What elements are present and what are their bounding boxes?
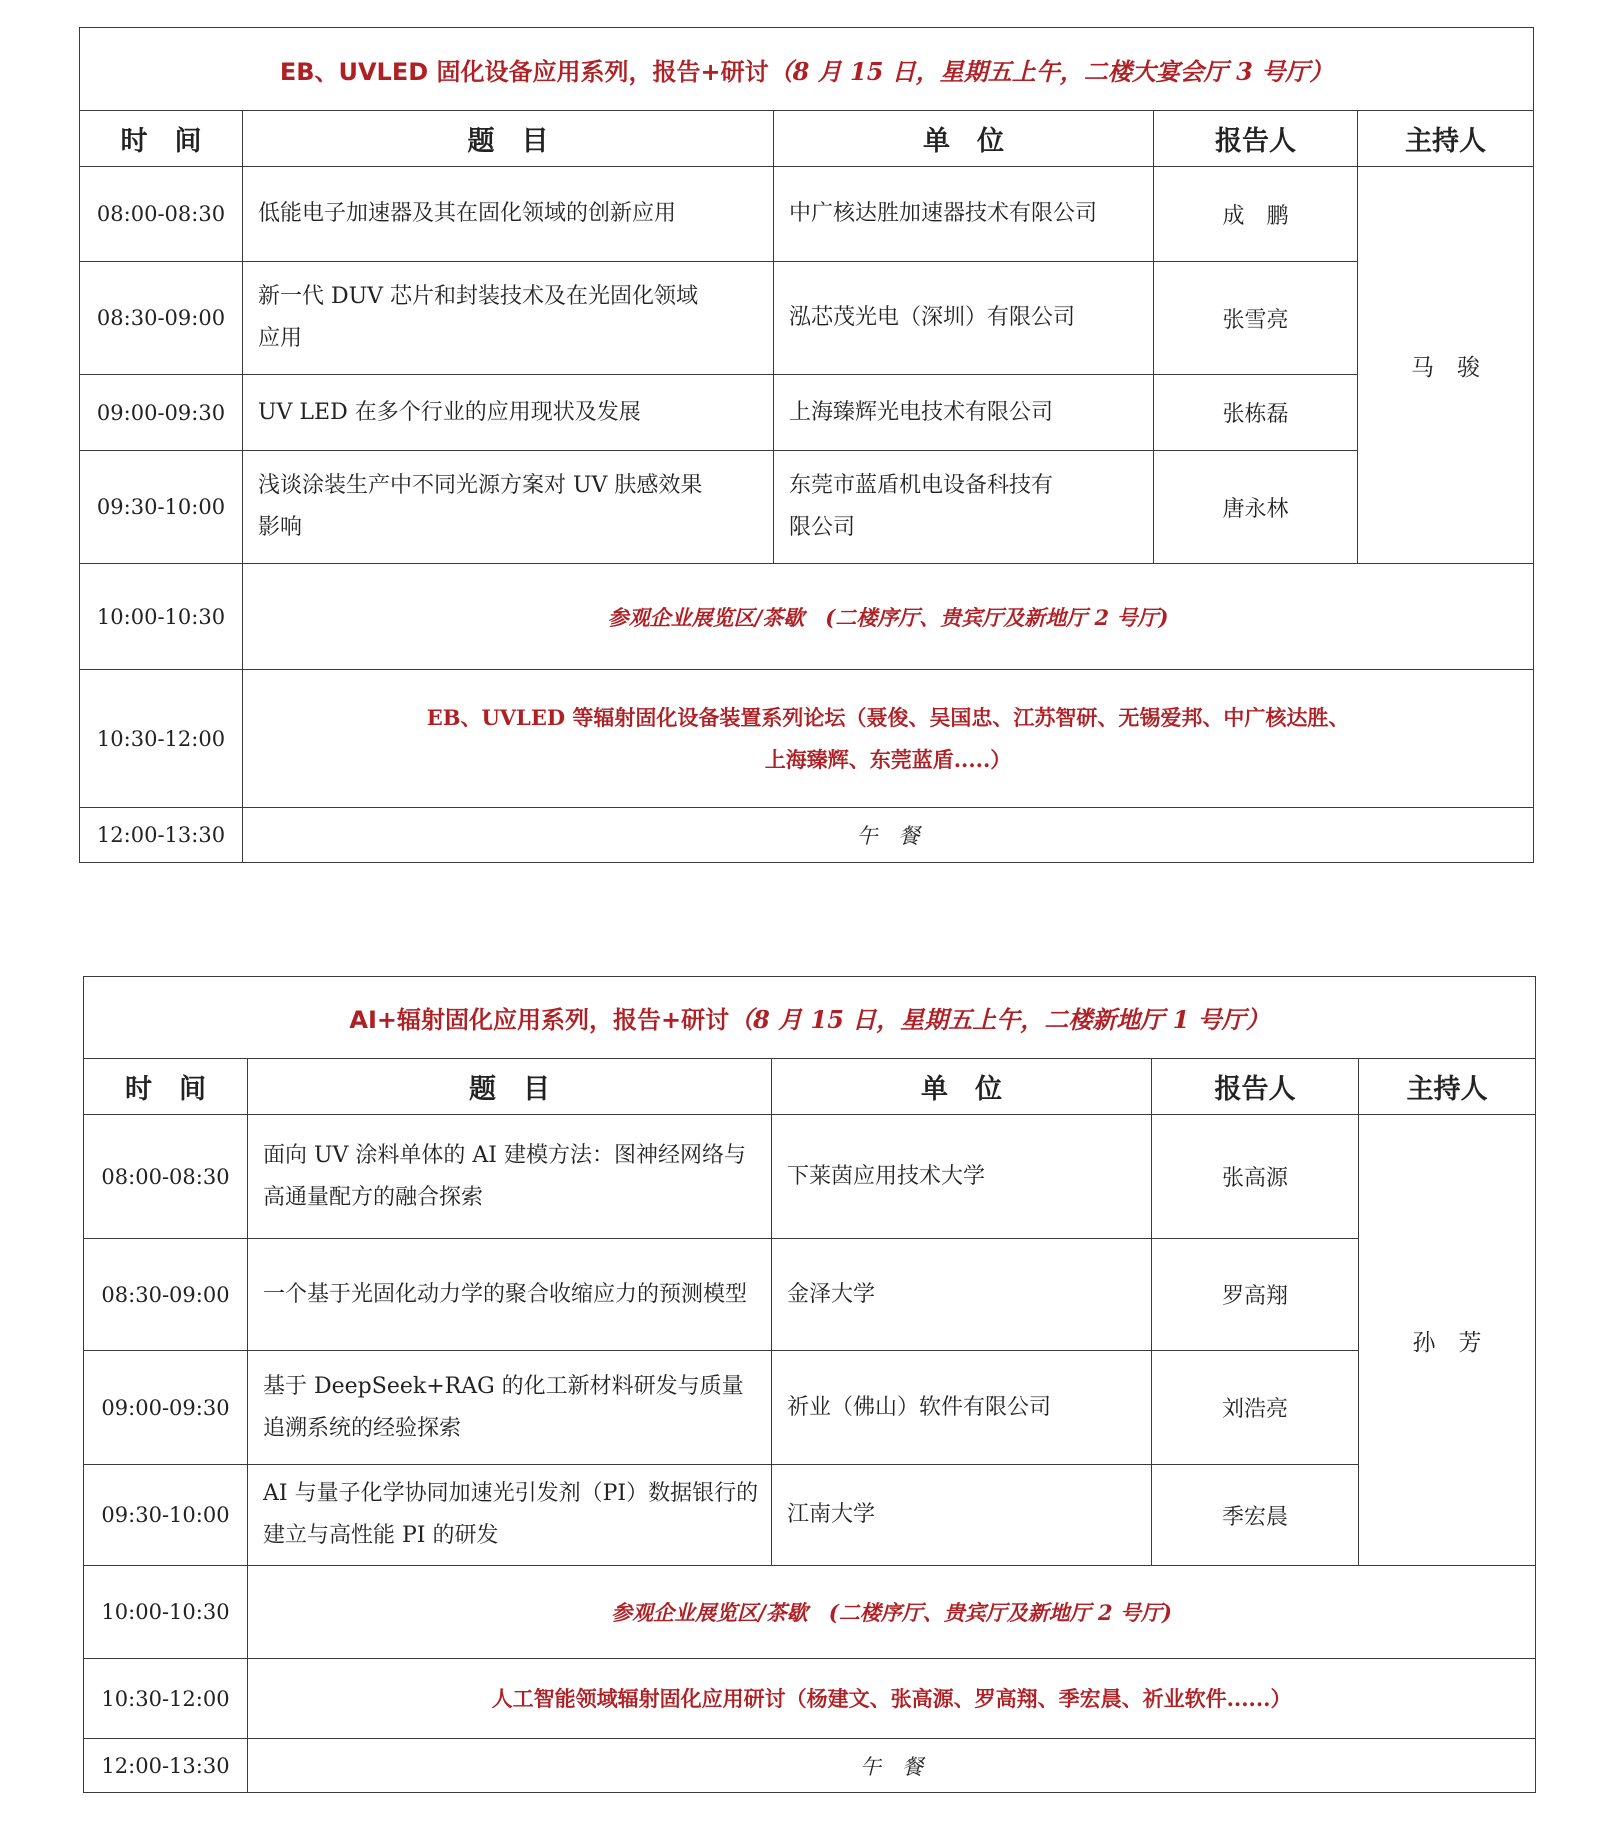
forum-row <box>80 670 1534 808</box>
speaker-cell: 成 鹏 <box>1154 167 1358 262</box>
break-text: 参观企业展览区/茶歇 (二楼序厅、贵宾厅及新地厅 2 号厅) <box>243 564 1534 670</box>
session-title-main: AI+辐射固化应用系列，报告+研讨 <box>349 1006 730 1034</box>
unit-cell: 上海臻辉光电技术有限公司 <box>774 375 1154 451</box>
forum-text-line2: 上海臻辉、东莞蓝盾.....） <box>764 746 1012 772</box>
time-cell: 09:30-10:00 <box>80 451 243 564</box>
topic-cell: 新一代 DUV 芯片和封装技术及在光固化领域应用 <box>243 262 774 375</box>
time-cell: 08:00-08:30 <box>80 167 243 262</box>
header-host: 主持人 <box>1359 1059 1536 1115</box>
unit-cell: 东莞市蓝盾机电设备科技有限公司 <box>774 451 1154 564</box>
forum-text-line1: EB、UVLED 等辐射固化设备装置系列论坛（聂俊、吴国忠、江苏智研、无锡爱邦、中广核达胜、 <box>426 704 1350 730</box>
time-cell: 08:30-09:00 <box>80 262 243 375</box>
session-title-row <box>80 28 1534 111</box>
forum-text: 人工智能领域辐射固化应用研讨（杨建文、张高源、罗高翔、季宏晨、祈业软件......） <box>248 1659 1536 1739</box>
unit-cell: 泓芯茂光电（深圳）有限公司 <box>774 262 1154 375</box>
header-unit: 单 位 <box>772 1059 1152 1115</box>
unit-cell: 下莱茵应用技术大学 <box>772 1115 1152 1239</box>
time-cell: 12:00-13:30 <box>84 1739 248 1793</box>
time-cell: 12:00-13:30 <box>80 808 243 863</box>
table-row <box>80 451 1534 564</box>
time-cell: 08:30-09:00 <box>84 1239 248 1351</box>
header-unit: 单 位 <box>774 111 1154 167</box>
header-time: 时 间 <box>84 1059 248 1115</box>
header-speaker: 报告人 <box>1152 1059 1359 1115</box>
host-cell: 马 骏 <box>1358 167 1534 564</box>
header-row <box>84 1059 1536 1115</box>
topic-cell: 面向 UV 涂料单体的 AI 建模方法：图神经网络与高通量配方的融合探索 <box>248 1115 772 1239</box>
time-cell: 10:00-10:30 <box>80 564 243 670</box>
lunch-text: 午 餐 <box>248 1739 1536 1793</box>
topic-cell: UV LED 在多个行业的应用现状及发展 <box>243 375 774 451</box>
speaker-cell: 张高源 <box>1152 1115 1359 1239</box>
header-time: 时 间 <box>80 111 243 167</box>
unit-cell: 江南大学 <box>772 1465 1152 1566</box>
table-row <box>84 1465 1536 1566</box>
break-row <box>80 564 1534 670</box>
session-title <box>84 977 1536 1059</box>
topic-cell: 浅谈涂装生产中不同光源方案对 UV 肤感效果影响 <box>243 451 774 564</box>
speaker-cell: 唐永林 <box>1154 451 1358 564</box>
speaker-cell: 罗高翔 <box>1152 1239 1359 1351</box>
host-cell: 孙 芳 <box>1359 1115 1536 1566</box>
time-cell: 10:00-10:30 <box>84 1566 248 1659</box>
schedule-table-session2 <box>83 976 1536 1793</box>
time-cell: 09:00-09:30 <box>84 1351 248 1465</box>
table-row <box>84 1351 1536 1465</box>
forum-row <box>84 1659 1536 1739</box>
lunch-row <box>84 1739 1536 1793</box>
lunch-text: 午 餐 <box>243 808 1534 863</box>
time-cell: 08:00-08:30 <box>84 1115 248 1239</box>
table-row <box>80 262 1534 375</box>
header-speaker: 报告人 <box>1154 111 1358 167</box>
table-row <box>80 167 1534 262</box>
table-row <box>84 1239 1536 1351</box>
time-cell: 10:30-12:00 <box>84 1659 248 1739</box>
speaker-cell: 张栋磊 <box>1154 375 1358 451</box>
schedule-table-session1 <box>79 27 1534 863</box>
speaker-cell: 季宏晨 <box>1152 1465 1359 1566</box>
break-text: 参观企业展览区/茶歇 (二楼序厅、贵宾厅及新地厅 2 号厅) <box>248 1566 1536 1659</box>
unit-cell: 中广核达胜加速器技术有限公司 <box>774 167 1154 262</box>
table-row <box>84 1115 1536 1239</box>
forum-text <box>243 670 1534 808</box>
break-row <box>84 1566 1536 1659</box>
topic-cell: 低能电子加速器及其在固化领域的创新应用 <box>243 167 774 262</box>
topic-cell: 一个基于光固化动力学的聚合收缩应力的预测模型 <box>248 1239 772 1351</box>
topic-cell: AI 与量子化学协同加速光引发剂（PI）数据银行的建立与高性能 PI 的研发 <box>248 1465 772 1566</box>
session-title <box>80 28 1534 111</box>
topic-cell: 基于 DeepSeek+RAG 的化工新材料研发与质量追溯系统的经验探索 <box>248 1351 772 1465</box>
time-cell: 10:30-12:00 <box>80 670 243 808</box>
header-row <box>80 111 1534 167</box>
unit-cell: 金泽大学 <box>772 1239 1152 1351</box>
unit-cell: 祈业（佛山）软件有限公司 <box>772 1351 1152 1465</box>
header-host: 主持人 <box>1358 111 1534 167</box>
table-row <box>80 375 1534 451</box>
session-title-date: （8 月 15 日，星期五上午，二楼新地厅 1 号厅） <box>729 1005 1270 1034</box>
session-title-date: （8 月 15 日，星期五上午，二楼大宴会厅 3 号厅） <box>768 56 1334 86</box>
time-cell: 09:30-10:00 <box>84 1465 248 1566</box>
header-topic: 题 目 <box>248 1059 772 1115</box>
session-title-row <box>84 977 1536 1059</box>
time-cell: 09:00-09:30 <box>80 375 243 451</box>
lunch-row <box>80 808 1534 863</box>
speaker-cell: 刘浩亮 <box>1152 1351 1359 1465</box>
header-topic: 题 目 <box>243 111 774 167</box>
session-title-main: EB、UVLED 固化设备应用系列，报告+研讨 <box>279 57 769 86</box>
speaker-cell: 张雪亮 <box>1154 262 1358 375</box>
